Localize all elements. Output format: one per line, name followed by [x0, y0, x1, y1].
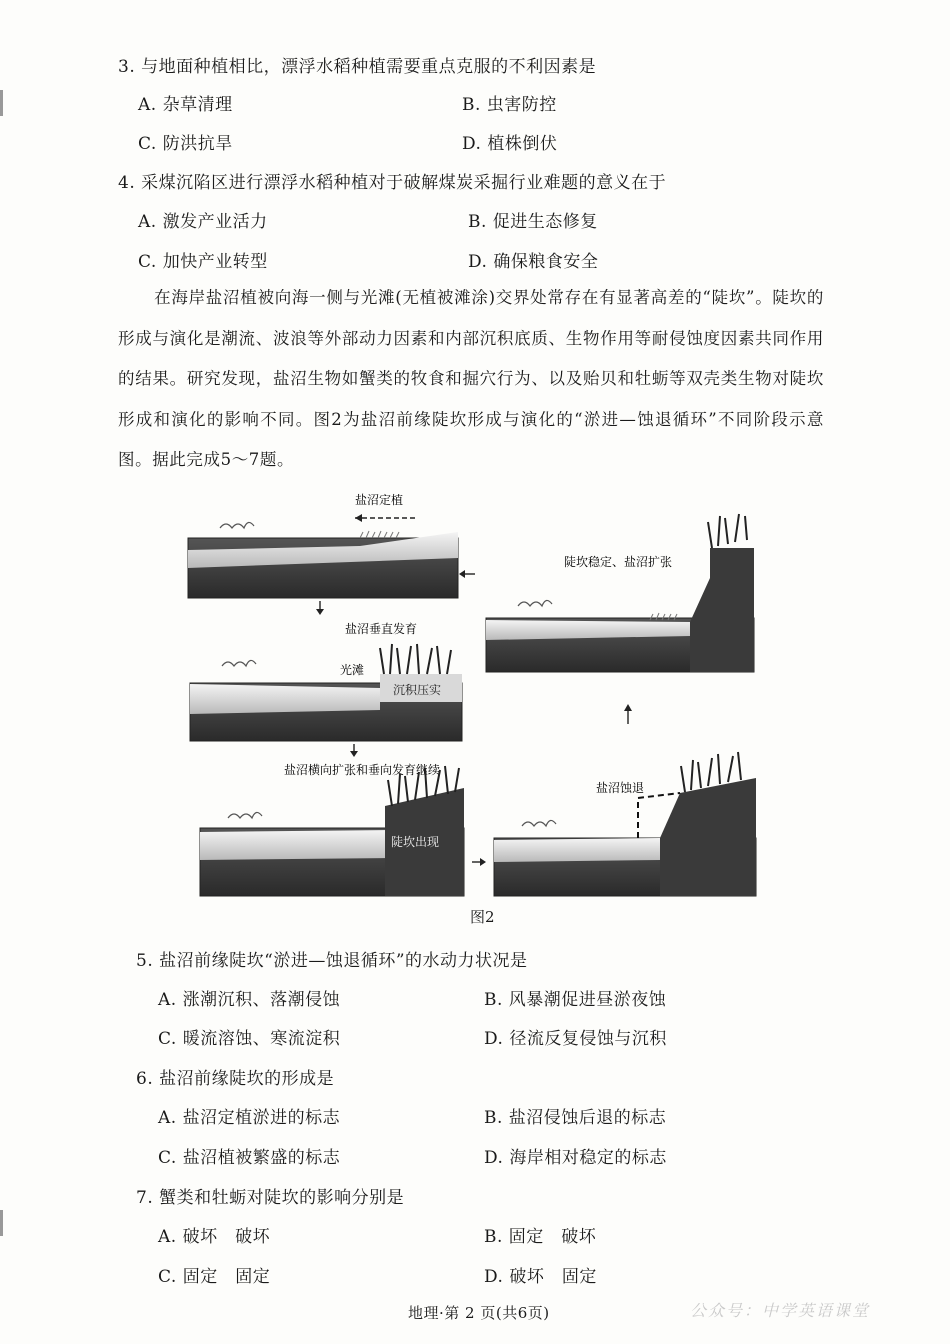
q7-option-c: C. 固定 固定	[158, 1267, 271, 1287]
panel-5-marsh	[690, 548, 754, 672]
q4-option-b: B. 促进生态修复	[468, 212, 598, 232]
q4-option-d: D. 确保粮食安全	[468, 252, 599, 272]
panel-5-scarp-stable	[486, 514, 754, 672]
label-scarp-appear: 陡坎出现	[391, 835, 440, 849]
passage	[118, 278, 824, 481]
q7-stem: 7. 蟹类和牡蛎对陡坎的影响分别是	[136, 1188, 405, 1208]
panel-4-erosion-retreat	[494, 752, 756, 896]
label-sediment: 沉积压实	[393, 683, 442, 697]
q5-option-c: C. 暖流溶蚀、寒流淀积	[158, 1029, 341, 1049]
q4-stem: 4. 采煤沉陷区进行漂浮水稻种植对于破解煤炭采掘行业难题的意义在于	[118, 173, 667, 193]
wave-icon	[518, 600, 552, 606]
scan-edge-mark	[0, 90, 3, 116]
q3-stem: 3. 与地面种植相比，漂浮水稻种植需要重点克服的不利因素是	[118, 57, 597, 77]
page-footer: 地理·第 2 页(共6页)	[408, 1304, 550, 1322]
label-stage2: 盐沼垂直发育	[345, 622, 418, 636]
q6-option-c: C. 盐沼植被繁盛的标志	[158, 1148, 341, 1168]
label-stage3: 盐沼横向扩张和垂向发育继续	[284, 763, 441, 777]
grass-icon	[380, 644, 451, 674]
passage-text: 在海岸盐沼植被向海一侧与光滩(无植被滩涂)交界处常存在有显著高差的“陡坎”。陡坎的形成与演化是潮流、波浪等外部动力因素和内部沉积底质、生物作用等耐侵蚀度因素共同作用的结果。研究发现，盐沼生物如蟹类的牧食和掘穴行为、以及贻贝和牡蛎等双壳类生物对陡坎形成和演化的影响不同。图2为盐沼前缘陡坎形成与演化的“淤进—蚀退循环”不同阶段示意图。据此完成5～7题。	[118, 288, 824, 469]
figure-caption: 图2	[470, 908, 495, 926]
arrow-head	[350, 751, 358, 757]
q7-option-d: D. 破坏 固定	[484, 1267, 597, 1287]
q4-option-a: A. 激发产业活力	[138, 212, 268, 232]
panel-3-flat	[200, 830, 390, 860]
panel-4-flat	[494, 838, 660, 862]
wave-icon	[522, 820, 556, 826]
panel-4-marsh	[660, 778, 756, 896]
q7-option-a: A. 破坏 破坏	[158, 1227, 271, 1247]
q5-option-a: A. 涨潮沉积、落潮侵蚀	[158, 990, 341, 1010]
watermark: 公众号：中学英语课堂	[690, 1301, 871, 1320]
q6-option-a: A. 盐沼定植淤进的标志	[158, 1108, 341, 1128]
label-stage1: 盐沼定植	[355, 493, 404, 507]
scan-edge-mark	[0, 1210, 3, 1236]
label-stage5: 陡坎稳定、盐沼扩张	[564, 555, 673, 569]
arrow-head	[459, 570, 465, 578]
panel-1-colonization	[188, 492, 458, 598]
panel-2-flat	[190, 684, 380, 714]
sprout-icon	[360, 531, 399, 538]
grass-icon	[708, 514, 747, 548]
q3-option-a: A. 杂草清理	[138, 95, 233, 115]
q7-option-b: B. 固定 破坏	[484, 1227, 597, 1247]
wave-icon	[220, 522, 254, 528]
q4-option-c: C. 加快产业转型	[138, 252, 268, 272]
label-bare-flat: 光滩	[340, 663, 365, 677]
panel-2-vertical-development	[190, 644, 462, 741]
q5-stem: 5. 盐沼前缘陡坎“淤进—蚀退循环”的水动力状况是	[136, 951, 528, 971]
arrow-head	[355, 514, 362, 522]
label-stage4: 盐沼蚀退	[596, 781, 645, 795]
wave-icon	[222, 660, 256, 666]
arrow-head	[624, 704, 632, 711]
arrow-head	[480, 858, 486, 866]
q6-option-b: B. 盐沼侵蚀后退的标志	[484, 1108, 667, 1128]
q6-option-d: D. 海岸相对稳定的标志	[484, 1148, 667, 1168]
q3-option-b: B. 虫害防控	[462, 95, 557, 115]
q3-option-c: C. 防洪抗旱	[138, 134, 233, 154]
arrow-head	[316, 609, 324, 615]
figure-2-diagram	[180, 488, 770, 908]
panel-3-scarp-appears	[200, 766, 464, 896]
q6-stem: 6. 盐沼前缘陡坎的形成是	[136, 1069, 335, 1089]
q5-option-b: B. 风暴潮促进昼淤夜蚀	[484, 990, 667, 1010]
q5-option-d: D. 径流反复侵蚀与沉积	[484, 1029, 667, 1049]
q3-option-d: D. 植株倒伏	[462, 134, 558, 154]
wave-icon	[228, 812, 262, 818]
